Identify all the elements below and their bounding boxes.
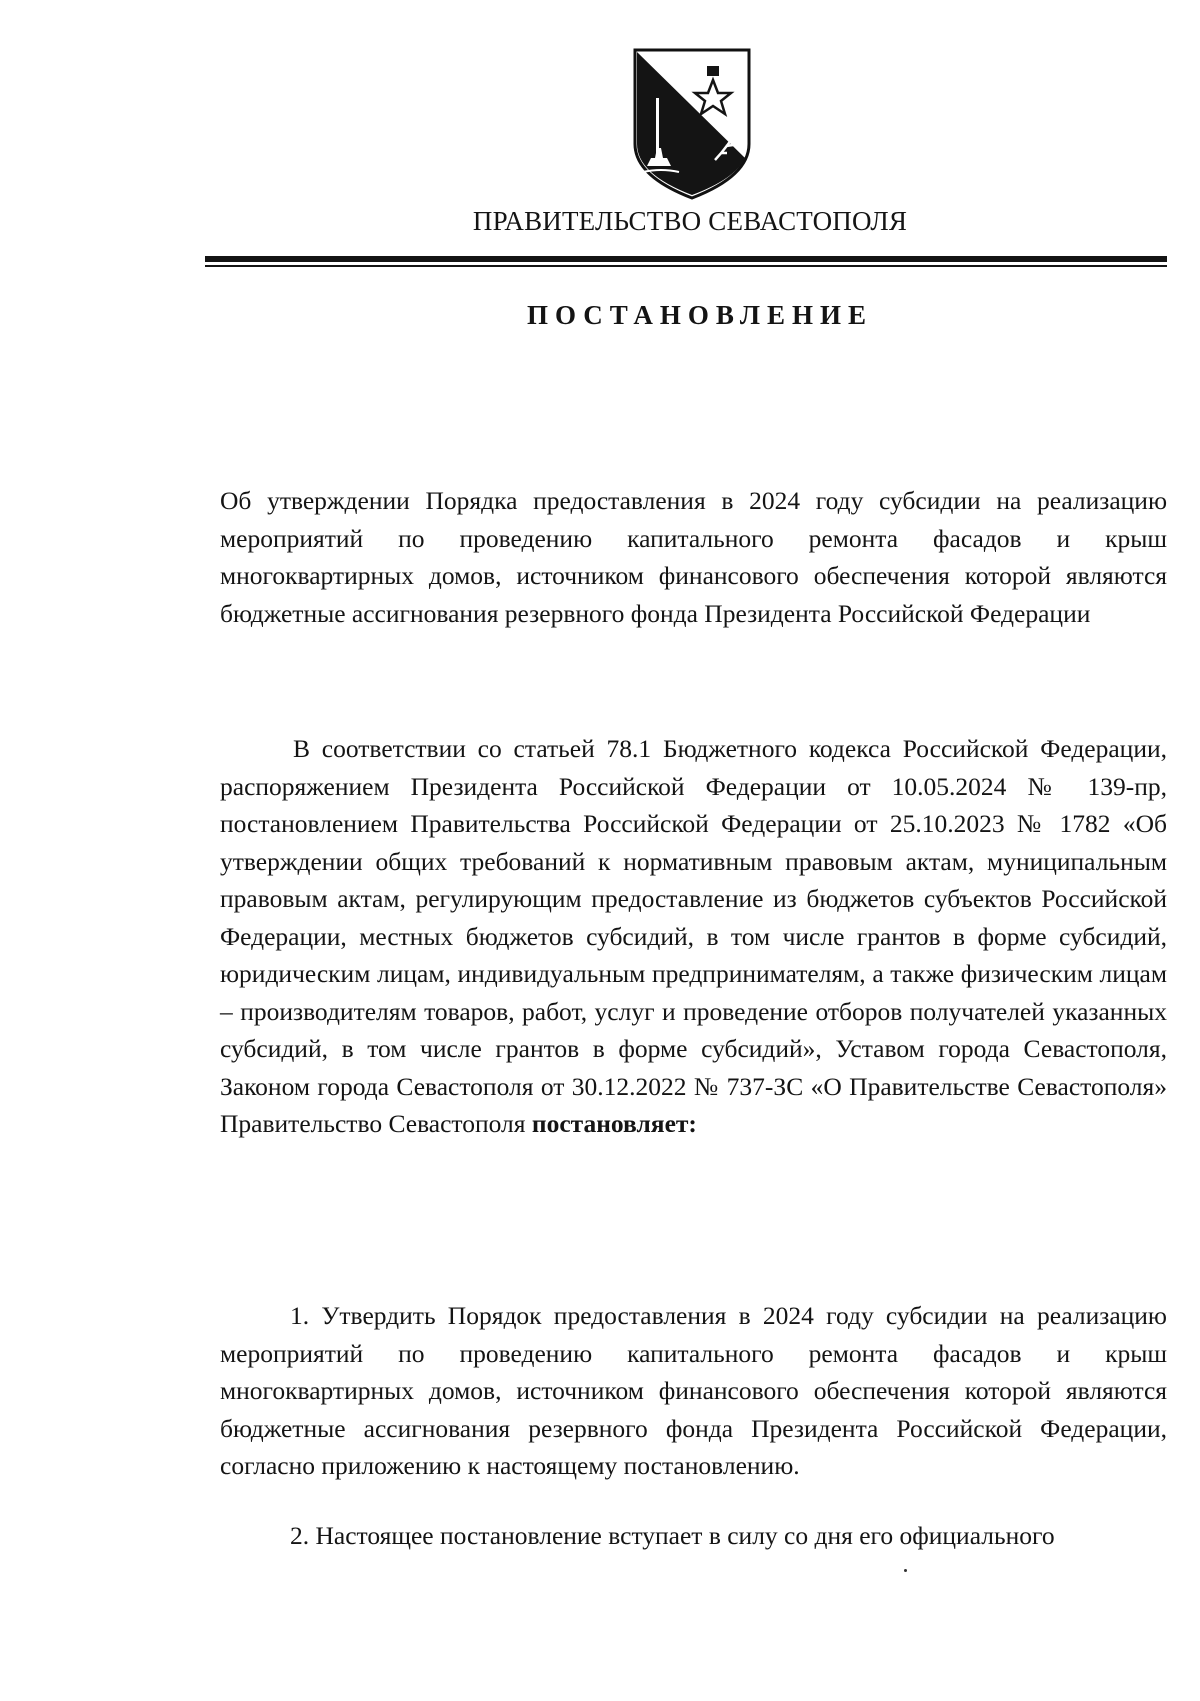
decree-item-2: 2. Настоящее постановление вступает в силу со дня его официального (290, 1521, 1055, 1550)
header-rule-thick (205, 256, 1167, 262)
decree-subject: Об утверждении Порядка предоставления в 2024 году субсидии на реализацию мероприятий по проведению капитального ремонта фасадов и крыш многоквартирных домов, источником финансового обеспечения которой являются бюджетные ассигнования резервного фонда Президента Российской Федерации (220, 486, 1167, 628)
preamble-text: В соответствии со статьей 78.1 Бюджетного кодекса Российской Федерации, распоряжением Президента Российской Федерации от 10.05.2024 № 139-пр, постановлением Правительства Российской Федерации от 25.10.2023 № 1782 «Об утверждении общих требований к нормативным правовым актам, муниципальным правовым актам, регулирующим предоставление из бюджетов субъектов Российской Федерации, местных бюджетов субсидий, в том числе грантов в форме субсидий, юридическим лицам, индивидуальным предпринимателям, а также физическим лицам – производителям товаров, работ, услуг и проведение отборов получателей указанных субсидий, в том числе грантов в форме субсидий», Уставом города Севастополя, Законом города Севастополя от 30.12.2022 № 737-ЗС «О Правительстве Севастополя» Правительство Севастополя (220, 734, 1167, 1138)
organization-name: ПРАВИТЕЛЬСТВО СЕВАСТОПОЛЯ (472, 206, 908, 236)
document-type-title: ПОСТАНОВЛЕНИЕ (526, 300, 874, 330)
decree-item-1: 1. Утвердить Порядок предоставления в 2024 году субсидии на реализацию мероприятий по проведению капитального ремонта фасадов и крыш многоквартирных домов, источником финансового обеспечения которой являются бюджетные ассигнования резервного фонда Президента Российской Федерации, согласно приложению к настоящему постановлению. (220, 1301, 1167, 1480)
sevastopol-coat-of-arms-icon (631, 48, 753, 200)
resolves-word: постановляет: (531, 1109, 697, 1138)
decree-preamble (220, 730, 1167, 1143)
header-rule-thin (205, 265, 1167, 267)
scan-speck (904, 1569, 907, 1572)
